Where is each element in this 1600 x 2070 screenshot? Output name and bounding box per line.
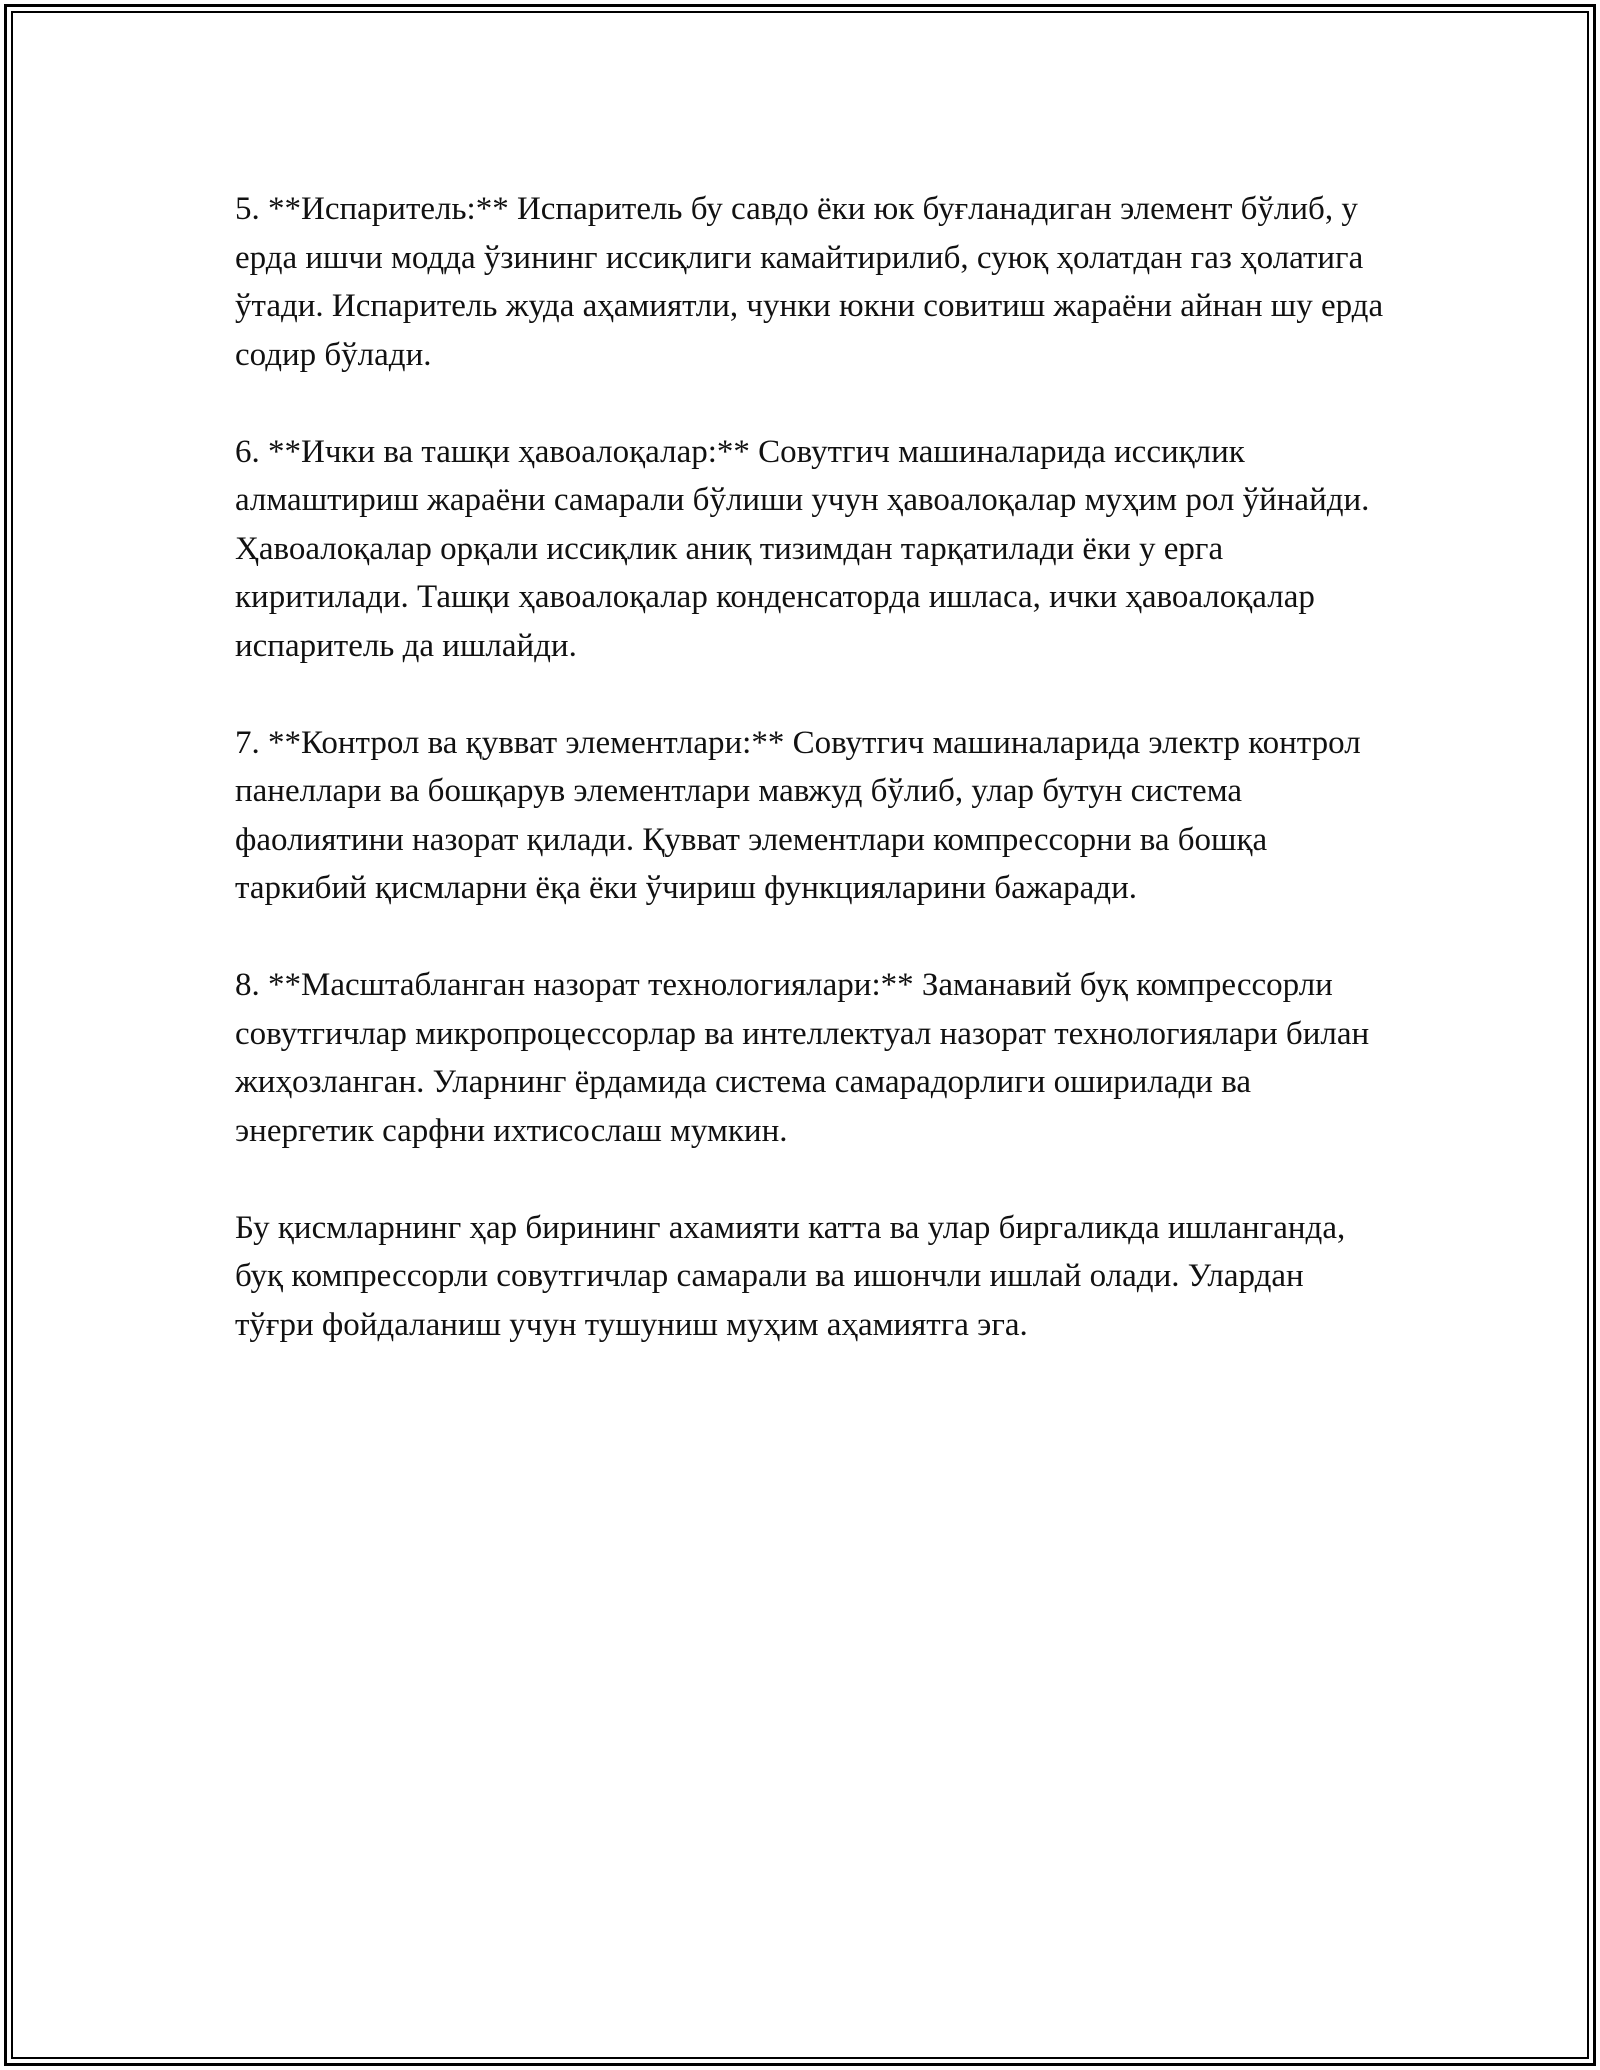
paragraph-control-power: 7. **Контрол ва қувват элементлари:** Совутгич машиналарида электр контрол панеллари ва бошқарув элементлари мавжуд бўлиб, улар бутун система фаолиятини назорат қилади. Қувват элементлари компрессорни ва бошқа таркибий қисмларни ёқа ёки ўчириш функцияларини бажаради.: [235, 724, 1361, 906]
paragraph-evaporator: 5. **Испаритель:** Испаритель бу савдо ёки юк буғланадиган элемент бўлиб, у ерда ишчи модда ўзининг иссиқлиги камайтирилиб, суюқ ҳолатдан газ ҳолатига ўтади. Испаритель жуда аҳамиятли, чунки юкни совитиш жараёни айнан шу ерда содир бўлади.: [235, 191, 1384, 373]
document-body: [235, 185, 1385, 1398]
paragraph-control-technologies: 8. **Масштабланган назорат технологиялари:** Заманавий буқ компрессорли совутгичлар микропроцессорлар ва интеллектуал назорат технологиялари билан жиҳозланган. Уларнинг ёрдамида система самарадорлиги оширилади ва энергетик сарфни ихтисослаш мумкин.: [235, 967, 1370, 1149]
paragraph-air-ducts: 6. **Ички ва ташқи ҳавоалоқалар:** Совутгич машиналарида иссиқлик алмаштириш жараёни самарали бўлиши учун ҳавоалоқалар муҳим рол ўйнайди. Ҳавоалоқалар орқали иссиқлик аниқ тизимдан тарқатилади ёки у ерга киритилади. Ташқи ҳавоалоқалар конденсаторда ишласа, ички ҳавоалоқалар испаритель да ишлайди.: [235, 433, 1370, 664]
paragraph-conclusion: Бу қисмларнинг ҳар бирининг ахамияти катта ва улар биргаликда ишланганда, буқ компрессорли совутгичлар самарали ва ишончли ишлай олади. Улардан тўғри фойдаланиш учун тушуниш муҳим аҳамиятга эга.: [235, 1209, 1346, 1343]
